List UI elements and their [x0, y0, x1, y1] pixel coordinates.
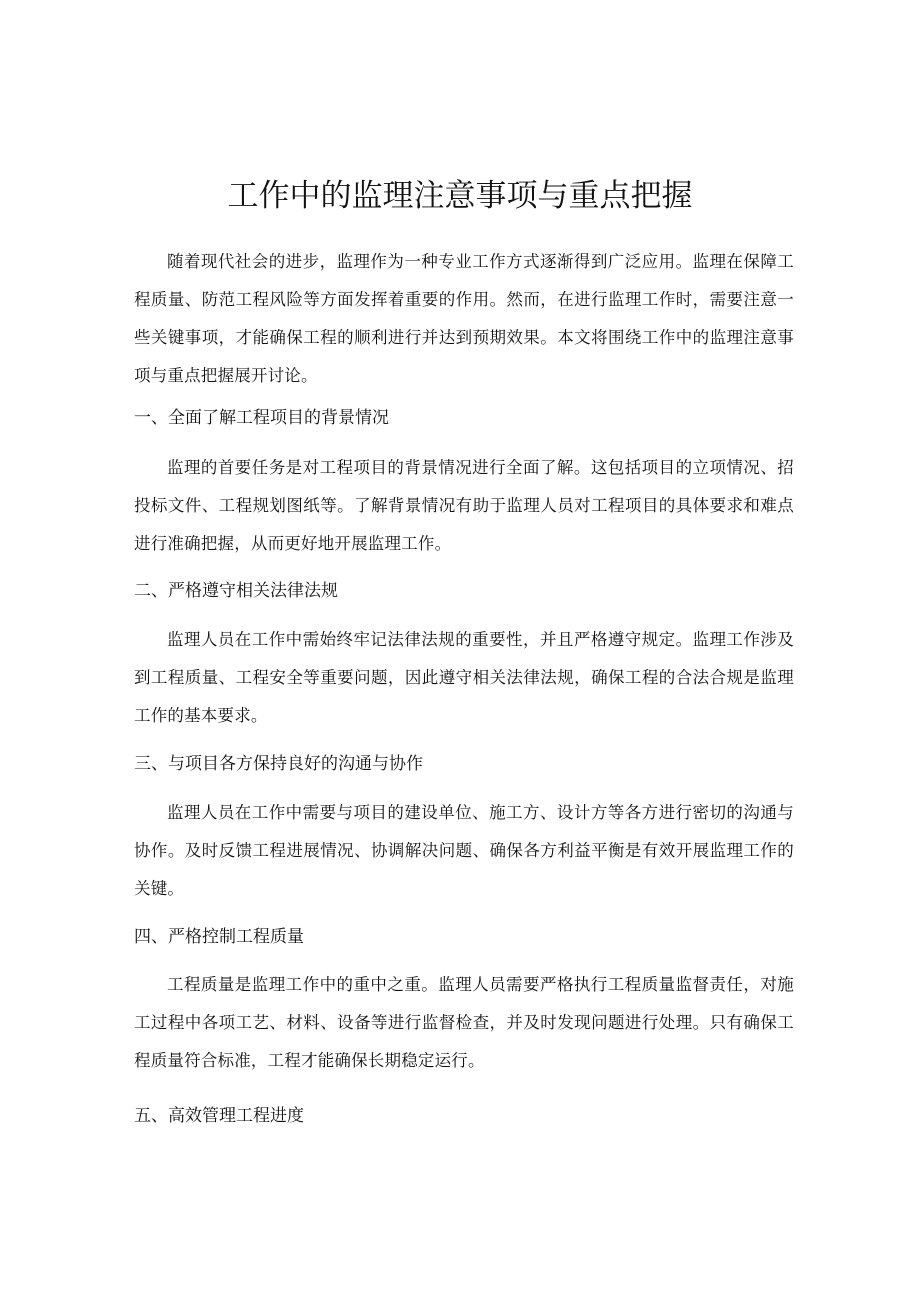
section-heading-1: 一、全面了解工程项目的背景情况	[134, 408, 389, 428]
section-heading-3: 三、与项目各方保持良好的沟通与协作	[134, 754, 423, 774]
section-heading-2: 二、严格遵守相关法律法规	[134, 581, 338, 601]
section-body-3: 监理人员在工作中需要与项目的建设单位、施工方、设计方等各方进行密切的沟通与协作。及时反馈工程进展情况、协调解决问题、确保各方利益平衡是有效开展监理工作的关键。	[134, 803, 794, 898]
section-body-2: 监理人员在工作中需始终牢记法律法规的重要性，并且严格遵守规定。监理工作涉及到工程质量、工程安全等重要问题，因此遵守相关法律法规，确保工程的合法合规是监理工作的基本要求。	[134, 630, 794, 725]
section-heading-4: 四、严格控制工程质量	[134, 927, 304, 947]
section-heading-5: 五、高效管理工程进度	[134, 1106, 304, 1126]
section-body-1: 监理的首要任务是对工程项目的背景情况进行全面了解。这包括项目的立项情况、招投标文件、工程规划图纸等。了解背景情况有助于监理人员对工程项目的具体要求和难点进行准确把握，从而更好地开展监理工作。	[134, 458, 794, 553]
section-body-4: 工程质量是监理工作中的重中之重。监理人员需要严格执行工程质量监督责任，对施工过程中各项工艺、材料、设备等进行监督检查，并及时发现问题进行处理。只有确保工程质量符合标准，工程才能确保长期稳定运行。	[134, 975, 794, 1070]
intro-paragraph: 随着现代社会的进步，监理作为一种专业工作方式逐渐得到广泛应用。监理在保障工程质量、防范工程风险等方面发挥着重要的作用。然而，在进行监理工作时，需要注意一些关键事项，才能确保工程的顺利进行并达到预期效果。本文将围绕工作中的监理注意事项与重点把握展开讨论。	[134, 252, 794, 385]
document-title: 工作中的监理注意事项与重点把握	[227, 178, 693, 214]
